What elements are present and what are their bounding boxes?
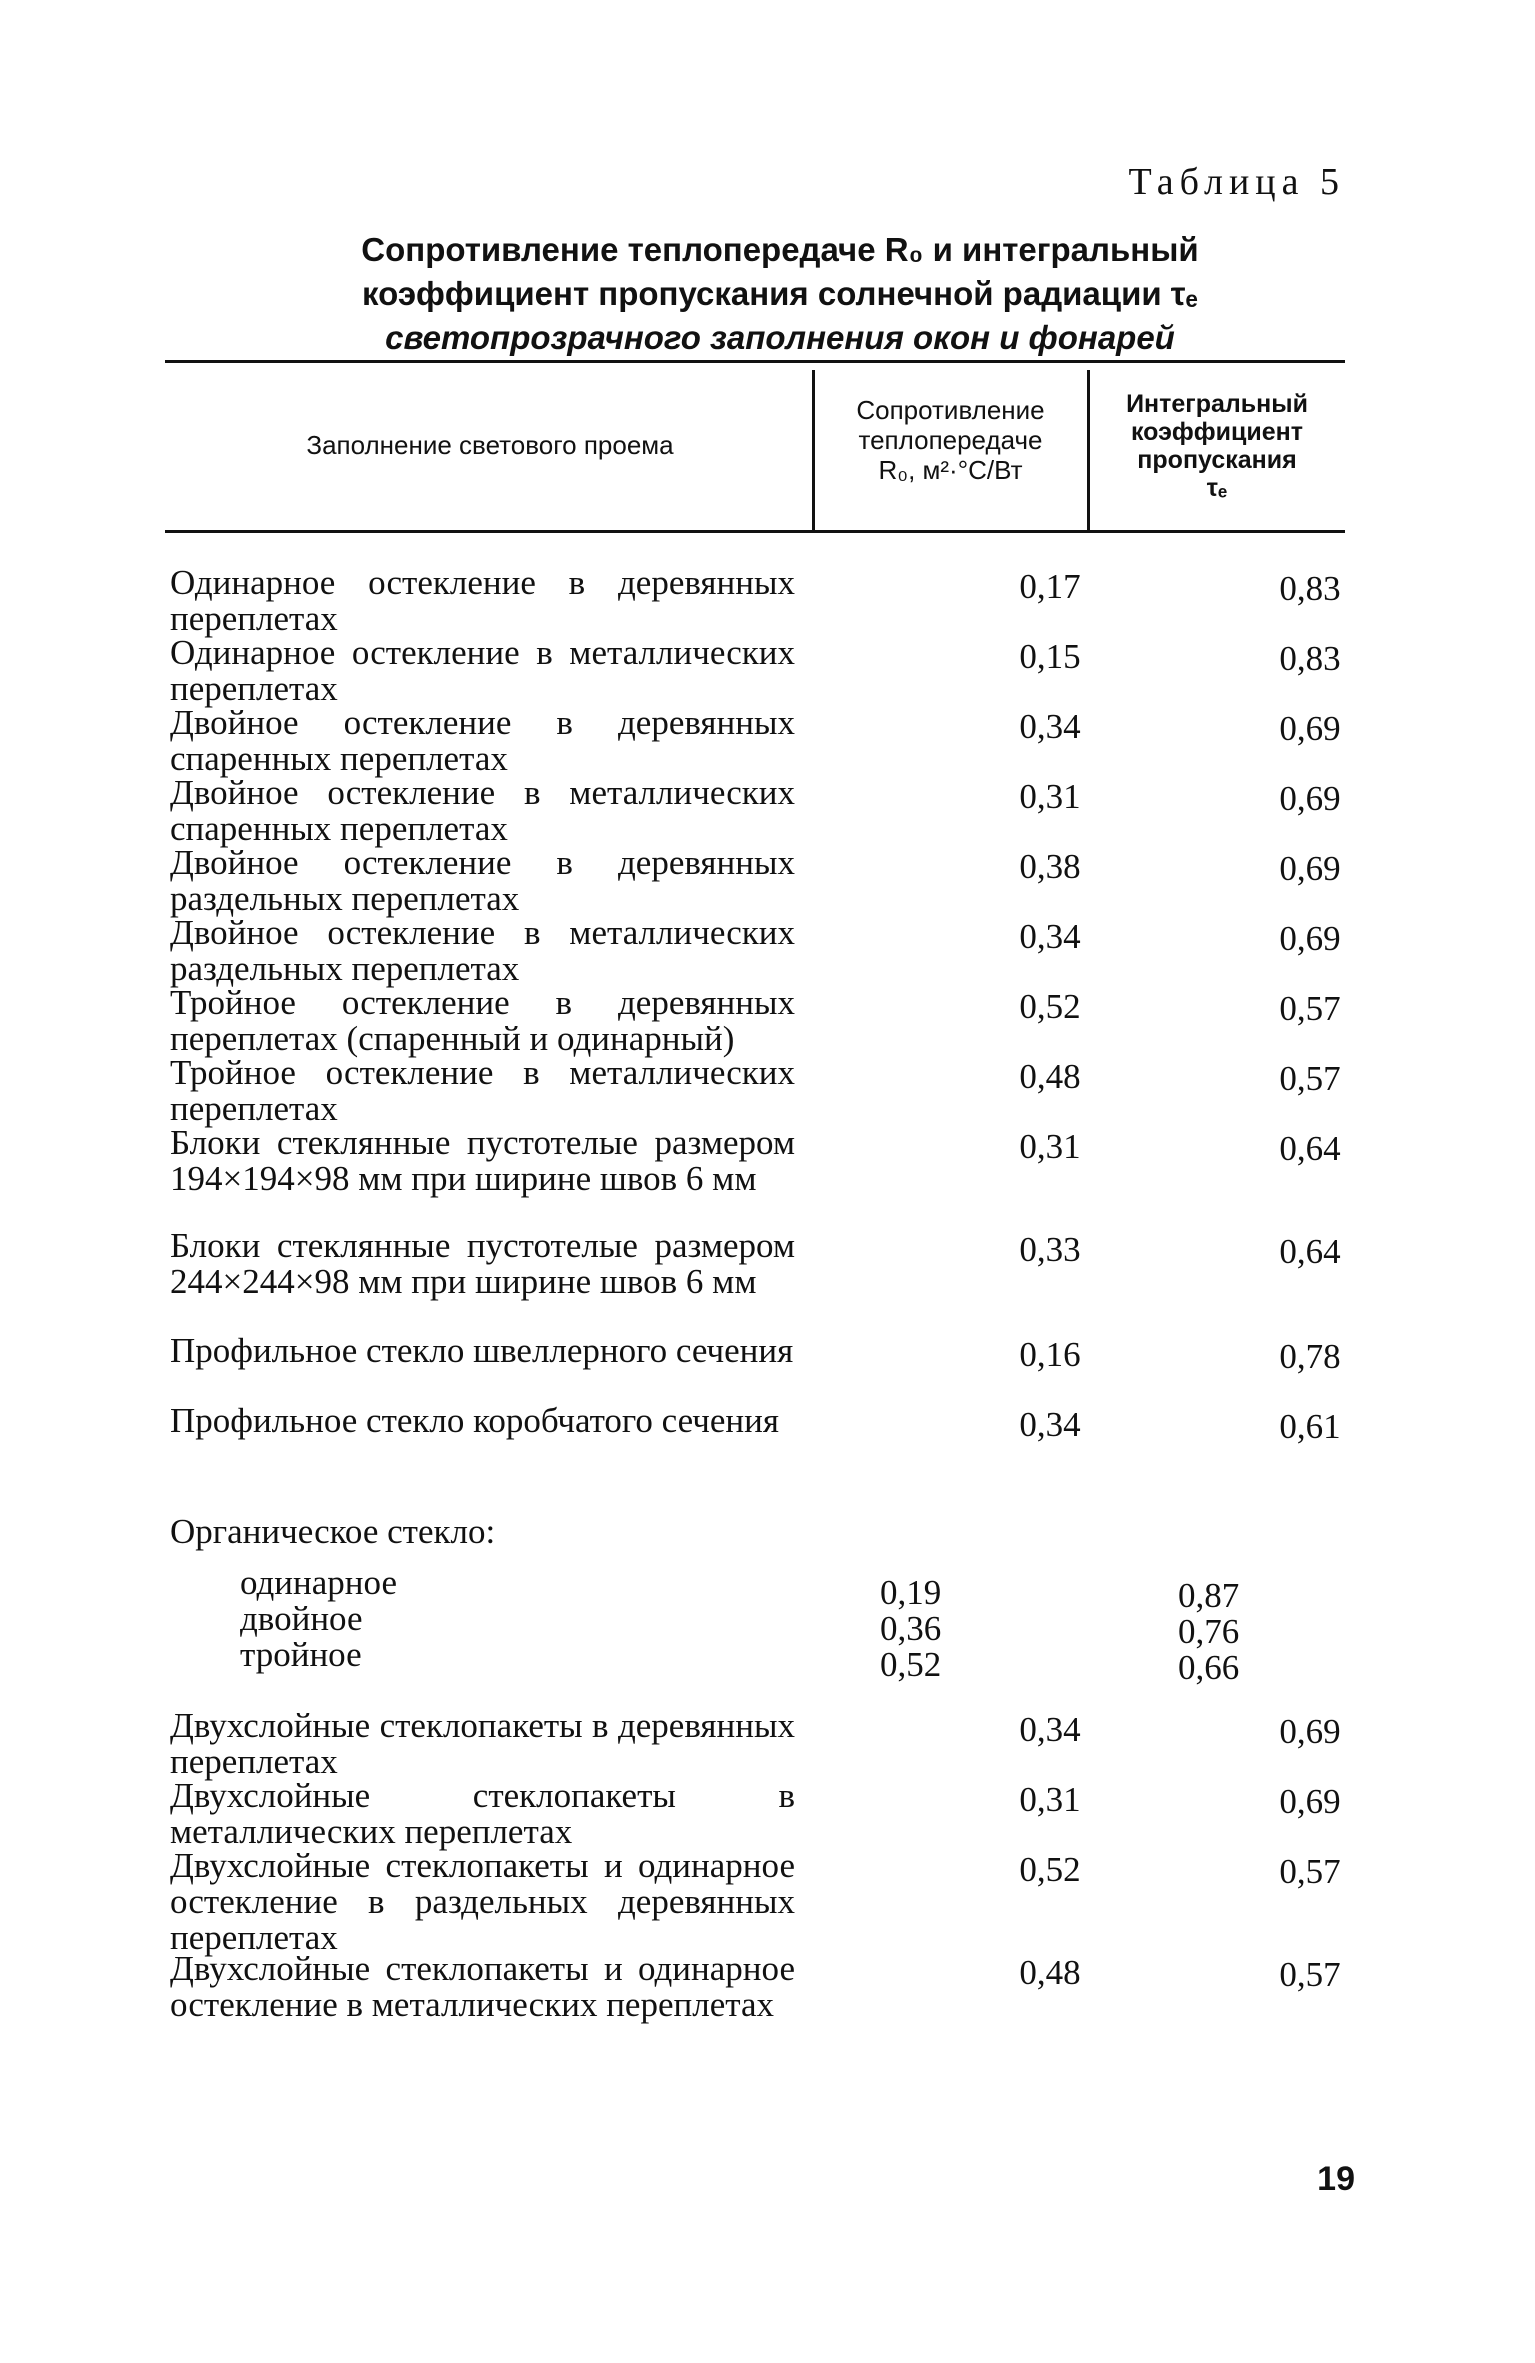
row-description: Двухслойные стеклопакеты и одинарное остекление в металлических переплетах — [170, 1949, 795, 2024]
table-row — [170, 1125, 1350, 1228]
organic-item: тройное — [240, 1635, 362, 1674]
organic-r: 0,52 — [880, 1645, 942, 1684]
row-description: Одинарное остекление в деревянных переплетах — [170, 563, 795, 638]
table-row — [170, 1403, 1350, 1473]
table-row — [170, 843, 1350, 918]
row-transmission: 0,69 — [1279, 709, 1341, 748]
row-description: Профильное стекло коробчатого сечения — [170, 1401, 779, 1440]
organic-t: 0,76 — [1178, 1612, 1240, 1651]
row-description: Двойное остекление в деревянных раздельных переплетах — [170, 843, 795, 918]
organic-glass-title: Органическое стекло: — [170, 1512, 496, 1551]
row-resistance: 0,33 — [1019, 1230, 1081, 1269]
caption-line-2: коэффициент пропускания солнечной радиации τₑ — [362, 275, 1198, 312]
row-transmission: 0,78 — [1279, 1337, 1341, 1376]
row-description: Двухслойные стеклопакеты в металлических переплетах — [170, 1776, 795, 1851]
row-resistance: 0,17 — [1019, 567, 1081, 606]
row-description: Двухслойные стеклопакеты и одинарное остекление в раздельных деревянных переплетах — [170, 1846, 795, 1957]
organic-item: одинарное — [240, 1563, 397, 1602]
row-resistance: 0,31 — [1019, 1780, 1081, 1819]
table-row — [170, 773, 1350, 848]
row-transmission: 0,69 — [1279, 919, 1341, 958]
table-row — [170, 913, 1350, 988]
row-resistance: 0,38 — [1019, 847, 1081, 886]
row-resistance: 0,34 — [1019, 1710, 1081, 1749]
row-transmission: 0,83 — [1279, 639, 1341, 678]
header-top-rule — [165, 360, 1345, 363]
row-resistance: 0,34 — [1019, 1405, 1081, 1444]
row-transmission: 0,64 — [1279, 1232, 1341, 1271]
organic-resistance-values — [880, 1575, 941, 1683]
row-resistance: 0,48 — [1019, 1057, 1081, 1096]
table-row — [170, 1706, 1350, 1781]
row-transmission: 0,69 — [1279, 779, 1341, 818]
row-resistance: 0,31 — [1019, 1127, 1081, 1166]
header-col3-line2: коэффициент — [1130, 418, 1304, 446]
header-divider-2 — [1087, 370, 1090, 530]
table-row — [170, 1951, 1350, 2054]
table-row — [170, 703, 1350, 778]
table-body-2 — [170, 1708, 1350, 2054]
table-row — [170, 1228, 1350, 1333]
header-col3-line4: τₑ — [1206, 474, 1228, 502]
header-col2-line2: теплопередаче — [858, 425, 1043, 455]
table-row — [170, 983, 1350, 1058]
header-col-filling: Заполнение светового проема — [306, 430, 674, 460]
row-transmission: 0,57 — [1279, 1852, 1341, 1891]
row-description: Профильное стекло швеллерного сечения — [170, 1331, 794, 1370]
header-col3-line3: пропускания — [1137, 446, 1297, 474]
caption-line-3: светопрозрачного заполнения окон и фонарей — [385, 319, 1175, 356]
header-col-transmission — [1092, 390, 1342, 502]
table-caption — [260, 228, 1300, 360]
table-row — [170, 563, 1350, 638]
page-number: 19 — [1317, 2160, 1355, 2198]
row-transmission: 0,69 — [1279, 1782, 1341, 1821]
header-col2-line3: R₀, м²·°С/Вт — [878, 455, 1023, 485]
row-description: Блоки стеклянные пустотелые размером 244×244×98 мм при ширине швов 6 мм — [170, 1226, 795, 1301]
row-description: Двойное остекление в металлических раздельных переплетах — [170, 913, 795, 988]
row-resistance: 0,52 — [1019, 1850, 1081, 1889]
organic-glass-list — [240, 1565, 397, 1673]
header-col2-line1: Сопротивление — [856, 395, 1045, 425]
header-bottom-rule — [165, 530, 1345, 533]
row-transmission: 0,69 — [1279, 849, 1341, 888]
header-divider-1 — [812, 370, 815, 530]
header-col3-line1: Интегральный — [1126, 390, 1308, 418]
row-description: Двойное остекление в металлических спаренных переплетах — [170, 773, 795, 848]
table-row — [170, 1333, 1350, 1403]
table-row — [170, 633, 1350, 708]
row-description: Тройное остекление в металлических переплетах — [170, 1053, 795, 1128]
row-resistance: 0,48 — [1019, 1953, 1081, 1992]
table-label: Таблица 5 — [1128, 161, 1345, 203]
row-transmission: 0,57 — [1279, 989, 1341, 1028]
row-description: Тройное остекление в деревянных переплетах (спаренный и одинарный) — [170, 983, 795, 1058]
row-description: Одинарное остекление в металлических переплетах — [170, 633, 795, 708]
row-transmission: 0,64 — [1279, 1129, 1341, 1168]
row-resistance: 0,15 — [1019, 637, 1081, 676]
row-transmission: 0,83 — [1279, 569, 1341, 608]
organic-t: 0,87 — [1178, 1576, 1240, 1615]
row-transmission: 0,61 — [1279, 1407, 1341, 1446]
organic-transmission-values — [1178, 1578, 1239, 1686]
table-row — [170, 1053, 1350, 1128]
table-row — [170, 1776, 1350, 1851]
row-resistance: 0,34 — [1019, 707, 1081, 746]
table-row — [170, 1846, 1350, 1957]
organic-t: 0,66 — [1178, 1648, 1240, 1687]
organic-r: 0,19 — [880, 1573, 942, 1612]
caption-line-1: Сопротивление теплопередаче R₀ и интегральный — [361, 231, 1199, 268]
organic-item: двойное — [240, 1599, 363, 1638]
row-resistance: 0,31 — [1019, 777, 1081, 816]
row-transmission: 0,69 — [1279, 1712, 1341, 1751]
row-resistance: 0,16 — [1019, 1335, 1081, 1374]
row-description: Двухслойные стеклопакеты в деревянных переплетах — [170, 1706, 795, 1781]
table-body — [170, 565, 1350, 1473]
row-description: Блоки стеклянные пустотелые размером 194×194×98 мм при ширине швов 6 мм — [170, 1123, 795, 1198]
row-resistance: 0,52 — [1019, 987, 1081, 1026]
row-description: Двойное остекление в деревянных спаренных переплетах — [170, 703, 795, 778]
row-resistance: 0,34 — [1019, 917, 1081, 956]
row-transmission: 0,57 — [1279, 1955, 1341, 1994]
header-col-resistance — [818, 395, 1083, 485]
organic-r: 0,36 — [880, 1609, 942, 1648]
row-transmission: 0,57 — [1279, 1059, 1341, 1098]
